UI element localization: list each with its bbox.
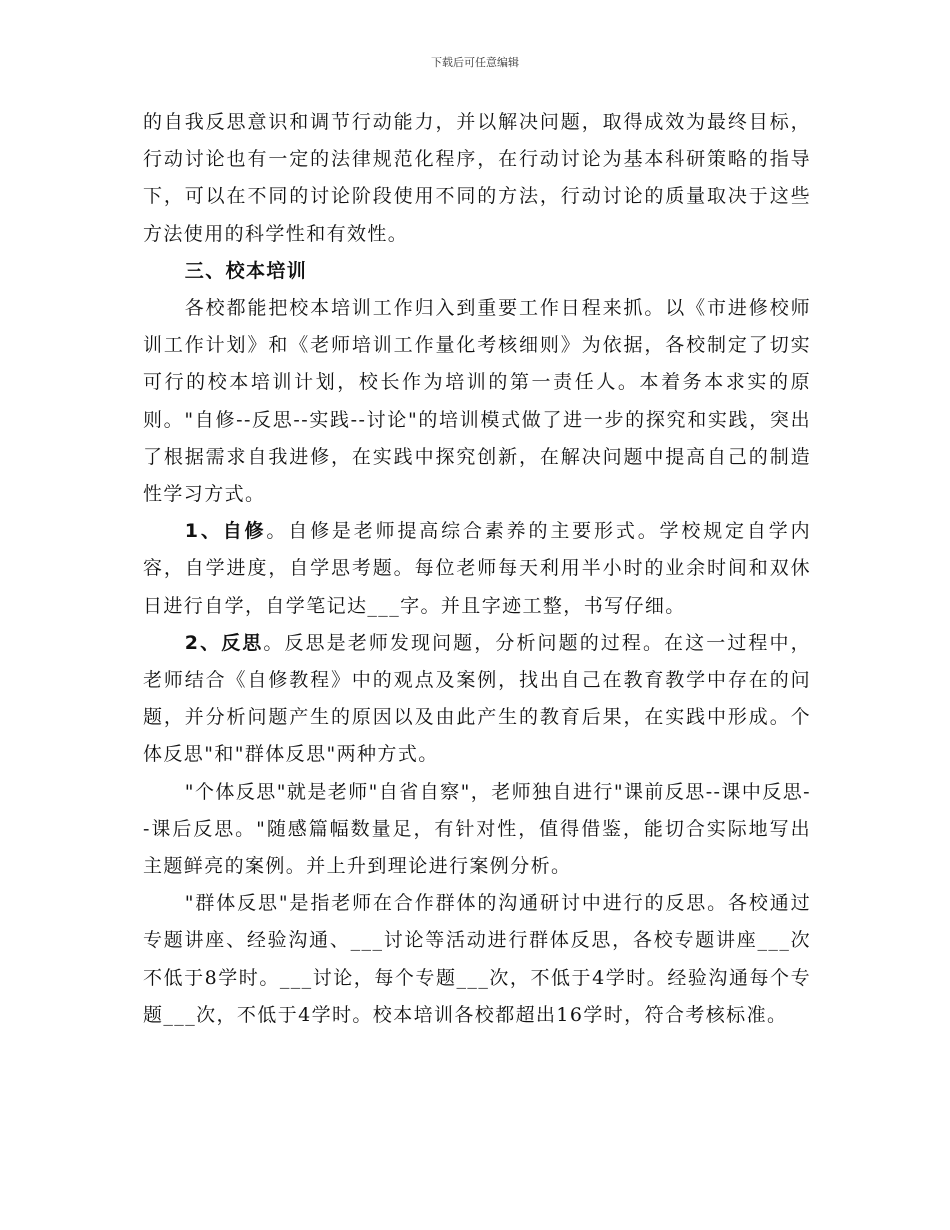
paragraph-self-study [143, 513, 811, 625]
paragraph-reflection [143, 625, 811, 774]
item-text-reflection: 。反思是老师发现问题，分析问题的过程。在这一过程中，老师结合《自修教程》中的观点及案例，找出自己在教育教学中存在的问题，并分析问题产生的原因以及由此产生的教育后果，在实践中形成。个体反思"和"群体反思"两种方式。 [143, 631, 811, 766]
paragraph-individual-reflection: "个体反思"就是老师"自省自察"，老师独自进行"课前反思--课中反思--课后反思。"随感篇幅数量足，有针对性，值得借鉴，能切合实际地写出主题鲜亮的案例。并上升到理论进行案例分析。 [143, 780, 811, 878]
page-header: 下载后可任意编辑 [431, 56, 519, 69]
paragraph-school-training: 各校都能把校本培训工作归入到重要工作日程来抓。以《市进修校师训工作计划》和《老师培训工作量化考核细则》为依据，各校制定了切实可行的校本培训计划，校长作为培训的第一责任人。本着务本求实的原则。"自修--反思--实践--讨论"的培训模式做了进一步的探究和实践，突出了根据需求自我进修，在实践中探究创新，在解决问题中提高自己的制造性学习方式。 [143, 297, 811, 506]
paragraph-continuation: 的自我反思意识和调节行动能力，并以解决问题，取得成效为最终目标，行动讨论也有一定的法律规范化程序，在行动讨论为基本科研策略的指导下，可以在不同的讨论阶段使用不同的方法，行动讨论的质量取决于这些方法使用的科学性和有效性。 [143, 111, 811, 245]
section-heading: 三、校本培训 [184, 259, 308, 282]
paragraph-group-reflection: "群体反思"是指老师在合作群体的沟通研讨中进行的反思。各校通过专题讲座、经验沟通、___讨论等活动进行群体反思，各校专题讲座___次不低于8学时。___讨论，每个专题___次，不低于4学时。经验沟通每个专题___次，不低于4学时。校本培训各校都超出16学时，符合考核标准。 [143, 892, 811, 1026]
item-text-self-study: 。自修是老师提高综合素养的主要形式。学校规定自学内容，自学进度，自学思考题。每位老师每天利用半小时的业余时间和双休日进行自学，自学笔记达___字。并且字迹工整，书写仔细。 [143, 520, 811, 617]
document-body [143, 104, 811, 1034]
item-lead-self-study: 1、自修 [184, 520, 267, 543]
item-lead-reflection: 2、反思 [184, 631, 264, 654]
